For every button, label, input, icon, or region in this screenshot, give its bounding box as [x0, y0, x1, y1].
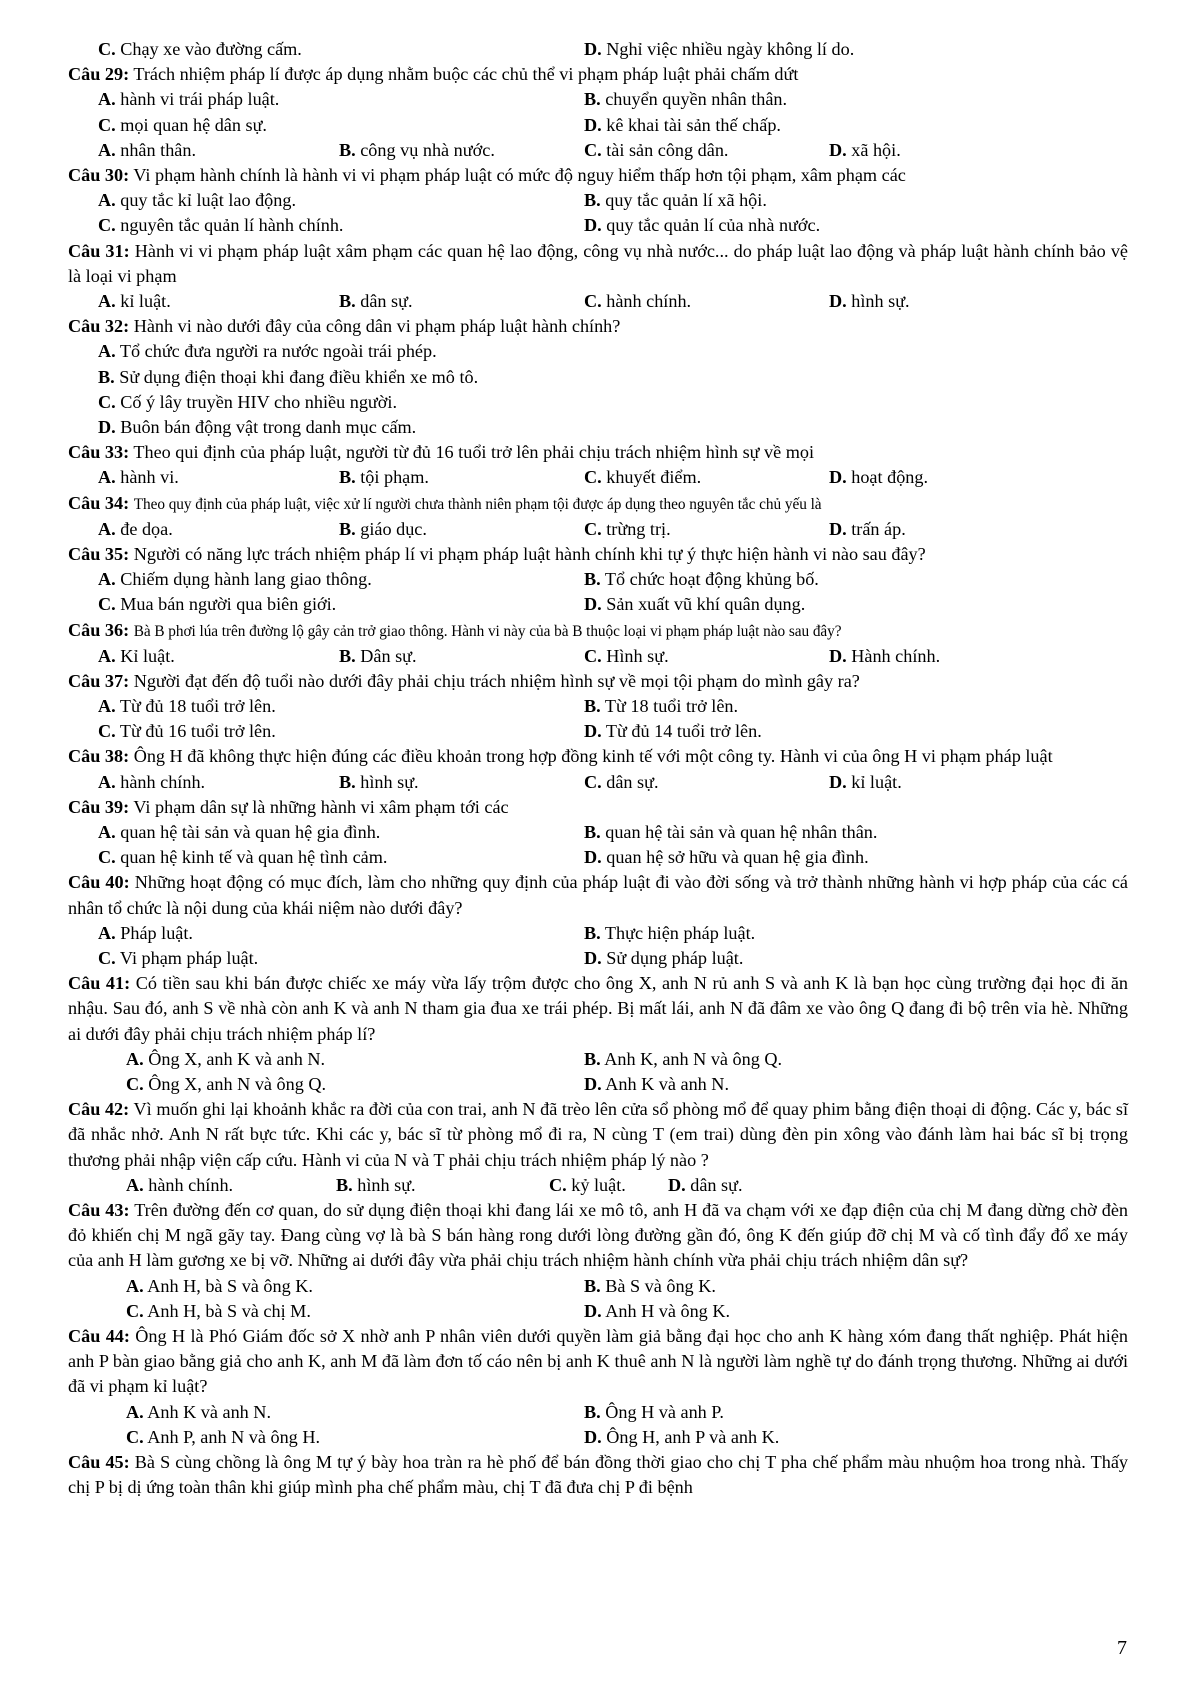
option-b: B. hình sự.	[339, 771, 419, 792]
option-d: D. quan hệ sở hữu và quan hệ gia đình.	[584, 847, 869, 868]
question-32: Câu 32: Hành vi nào dưới đây của công dân vi phạm pháp luật hành chính?	[68, 316, 621, 337]
option-a: A. Chiếm dụng hành lang giao thông.	[98, 569, 372, 590]
question-36: Câu 36: Bà B phơi lúa trên đường lộ gây cản trở giao thông. Hành vi này của bà B thuộc loại vi phạm pháp luật nào sau đây?	[68, 619, 842, 640]
option-d: D. Buôn bán động vật trong danh mục cấm.	[98, 416, 417, 437]
option-a: A. Ông X, anh K và anh N.	[126, 1048, 326, 1069]
question-29: Câu 29: Trách nhiệm pháp lí được áp dụng nhằm buộc các chủ thể vi phạm pháp luật phải chấm dứt	[68, 64, 799, 85]
question-42: Câu 42: Vì muốn ghi lại khoảnh khắc ra đời của con trai, anh N đã trèo lên cửa sổ phòng mổ để quay phim bằng điện thoại di động. Các y, bác sĩ đã nhắc nhở. Anh N rất bực tức. Khi các y, bác sĩ từ phòng mổ đi ra, N cùng T (em trai) dùng đèn pin xông vào đánh làm hai bác sĩ bị trọng thương phải nhập viện cấp cứu. Hành vi của N và T phải chịu trách nhiệm pháp lý nào ?	[68, 1099, 1128, 1170]
option-c: C. mọi quan hệ dân sự.	[98, 114, 267, 135]
option-row	[68, 289, 1128, 314]
option-a: A. Anh K và anh N.	[126, 1401, 271, 1422]
option-c: C. Chạy xe vào đường cấm.	[98, 39, 302, 59]
option-a: A. Từ đủ 18 tuổi trở lên.	[98, 696, 276, 717]
option-row	[68, 1274, 1128, 1299]
option-c: C. khuyết điểm.	[584, 467, 702, 488]
option-a: A. Pháp luật.	[98, 922, 193, 943]
option-a: A. hành chính.	[126, 1174, 234, 1195]
option-a: A. quan hệ tài sản và quan hệ gia đình.	[98, 822, 381, 843]
option-b: B. Sử dụng điện thoại khi đang điều khiển xe mô tô.	[98, 366, 479, 387]
question-33: Câu 33: Theo qui định của pháp luật, người từ đủ 16 tuổi trở lên phải chịu trách nhiệm hình sự về mọi	[68, 442, 815, 463]
option-b: B. quan hệ tài sản và quan hệ nhân thân.	[584, 822, 878, 843]
question-41: Câu 41: Có tiền sau khi bán được chiếc xe máy vừa lấy trộm được cho ông X, anh N rủ anh S và anh K là bạn học cùng trường đại học đi ăn nhậu. Sau đó, anh S về nhà còn anh K và anh N tham gia đua xe trái phép. Bị mất lái, anh N đã đâm xe vào ông Q đang đi bộ trên vỉa hè. Những ai dưới đây phải chịu trách nhiệm pháp lí?	[68, 973, 1129, 1044]
option-c: C. Anh P, anh N và ông H.	[126, 1426, 321, 1447]
option-a: A. hành vi.	[98, 467, 179, 488]
option-row	[68, 1425, 1128, 1450]
option-d: D. kỉ luật.	[829, 771, 902, 792]
option-row	[68, 845, 1128, 870]
question-43: Câu 43: Trên đường đến cơ quan, do sử dụng điện thoại khi đang lái xe mô tô, anh H đã va chạm với xe đạp điện của chị M đang dừng chờ đèn đỏ khiến chị M ngã gãy tay. Đang cùng vợ là bà S bán hàng rong dưới lòng đường gần đó, ông K đến giúp đỡ chị M và cố tình đẩy đổ xe máy của anh H làm gương xe bị vỡ. Những ai dưới đây vừa phải chịu trách nhiệm hành chính vừa phải chịu trách nhiệm dân sự?	[68, 1200, 1128, 1271]
option-b: B. Anh K, anh N và ông Q.	[584, 1048, 783, 1069]
option-d: D. hình sự.	[829, 290, 910, 311]
option-row	[68, 1072, 1128, 1097]
question-34: Câu 34: Theo quy định của pháp luật, việc xử lí người chưa thành niên phạm tội được áp dụng theo nguyên tắc chủ yếu là	[68, 492, 822, 513]
option-b: B. chuyển quyền nhân thân.	[584, 89, 788, 110]
option-d: D. Sản xuất vũ khí quân dụng.	[584, 594, 806, 615]
option-b: B. Từ 18 tuổi trở lên.	[584, 696, 739, 717]
option-b: B. Dân sự.	[339, 645, 417, 666]
page-number: 7	[1117, 1637, 1127, 1659]
question-38: Câu 38: Ông H đã không thực hiện đúng các điều khoản trong hợp đồng kinh tế với một công ty. Hành vi của ông H vi phạm pháp luật	[68, 746, 1053, 767]
option-row	[68, 921, 1128, 946]
option-d: D. Anh H và ông K.	[584, 1300, 731, 1321]
option-row	[68, 37, 1128, 62]
option-b: B. Bà S và ông K.	[584, 1275, 716, 1296]
option-row	[68, 1299, 1128, 1324]
option-d: D. Sử dụng pháp luật.	[584, 948, 744, 969]
option-c: C. Từ đủ 16 tuổi trở lên.	[98, 721, 276, 742]
exam-page	[68, 37, 1128, 1500]
question-31: Câu 31: Hành vi vi phạm pháp luật xâm phạm các quan hệ lao động, công vụ nhà nước... do pháp luật lao động và pháp luật hành chính bảo vệ là loại vi phạm	[68, 240, 1129, 286]
option-row	[68, 1173, 1128, 1198]
option-row	[68, 719, 1128, 744]
question-35: Câu 35: Người có năng lực trách nhiệm pháp lí vi phạm pháp luật hành chính khi tự ý thực hiện hành vi nào sau đây?	[68, 543, 926, 564]
option-row	[68, 1047, 1128, 1072]
option-c: C. kỷ luật.	[549, 1174, 626, 1195]
option-d: D. dân sự.	[668, 1174, 743, 1195]
option-b: B. Ông H và anh P.	[584, 1401, 724, 1422]
option-d: D. trấn áp.	[829, 518, 906, 539]
option-a: A. nhân thân.	[98, 139, 196, 160]
option-d: D. xã hội.	[829, 139, 901, 160]
option-c: C. quan hệ kinh tế và quan hệ tình cảm.	[98, 847, 388, 868]
question-39: Câu 39: Vi phạm dân sự là những hành vi xâm phạm tới các	[68, 796, 509, 817]
option-b: B. công vụ nhà nước.	[339, 139, 495, 160]
option-a: A. Anh H, bà S và ông K.	[126, 1275, 313, 1296]
option-row	[68, 694, 1128, 719]
option-row	[68, 188, 1128, 213]
option-row	[68, 820, 1128, 845]
option-c: C. nguyên tắc quản lí hành chính.	[98, 215, 344, 236]
option-row	[68, 113, 1128, 138]
option-a: A. đe dọa.	[98, 518, 173, 539]
option-c: C. Mua bán người qua biên giới.	[98, 594, 337, 615]
option-row	[68, 213, 1128, 238]
option-c: C. tài sản công dân.	[584, 139, 729, 160]
option-d: D. Anh K và anh N.	[584, 1074, 729, 1095]
option-c: C. Hình sự.	[584, 645, 669, 666]
option-row	[68, 946, 1128, 971]
option-d: D. kê khai tài sản thế chấp.	[584, 114, 781, 135]
option-row	[68, 1400, 1128, 1425]
option-d: D. Ông H, anh P và anh K.	[584, 1426, 780, 1447]
option-row	[68, 644, 1128, 669]
option-row	[68, 465, 1128, 490]
option-a: A. hành chính.	[98, 771, 206, 792]
option-b: B. Tổ chức hoạt động khủng bố.	[584, 569, 819, 590]
option-d: D. quy tắc quản lí của nhà nước.	[584, 215, 821, 236]
option-b: B. hình sự.	[336, 1174, 416, 1195]
option-row	[68, 138, 1128, 163]
question-45: Câu 45: Bà S cùng chồng là ông M tự ý bày hoa tràn ra hè phố để bán đồng thời giao cho chị T pha chế phẩm màu nhuộm hoa trong nhà. Thấy chị P bị dị ứng toàn thân khi giúp mình pha chế phẩm màu, chị T đã đưa chị P đi bệnh	[68, 1451, 1128, 1498]
option-c: C. Vi phạm pháp luật.	[98, 948, 259, 969]
option-b: B. tội phạm.	[339, 467, 429, 488]
option-row	[68, 567, 1128, 592]
option-row	[68, 87, 1128, 112]
question-37: Câu 37: Người đạt đến độ tuổi nào dưới đây phải chịu trách nhiệm hình sự về mọi tội phạm do mình gây ra?	[68, 670, 860, 691]
question-44: Câu 44: Ông H là Phó Giám đốc sở X nhờ anh P nhân viên dưới quyền làm giả bằng đại học cho anh K hàng xóm đang thất nghiệp. Phát hiện anh P bàn giao bằng giả cho anh K, anh M đã làm đơn tố cáo nên bị anh K thuê anh N là người làm nghề tự do đánh trọng thương. Những ai dưới đã vi phạm kỉ luật?	[68, 1325, 1128, 1397]
option-c: C. Anh H, bà S và chị M.	[126, 1300, 311, 1321]
option-d: D. Hành chính.	[829, 645, 941, 666]
option-b: B. dân sự.	[339, 290, 413, 311]
option-c: C. trừng trị.	[584, 518, 671, 539]
option-a: A. Kỉ luật.	[98, 645, 175, 666]
option-row	[68, 517, 1128, 542]
option-c: C. hành chính.	[584, 290, 692, 311]
option-c: C. Cố ý lây truyền HIV cho nhiều người.	[98, 391, 397, 412]
option-d: D. Nghỉ việc nhiều ngày không lí do.	[584, 39, 855, 59]
option-d: D. hoạt động.	[829, 467, 929, 488]
option-b: B. Thực hiện pháp luật.	[584, 922, 756, 943]
option-c: C. Ông X, anh N và ông Q.	[126, 1074, 327, 1095]
option-b: B. quy tắc quản lí xã hội.	[584, 190, 767, 211]
option-row	[68, 592, 1128, 617]
option-b: B. giáo dục.	[339, 518, 427, 539]
question-40: Câu 40: Những hoạt động có mục đích, làm cho những quy định của pháp luật đi vào đời sống và trở thành những hành vi hợp pháp của các cá nhân tổ chức là nội dung của khái niệm nào dưới đây?	[68, 872, 1128, 918]
option-a: A. hành vi trái pháp luật.	[98, 89, 280, 110]
option-d: D. Từ đủ 14 tuổi trở lên.	[584, 721, 762, 742]
option-c: C. dân sự.	[584, 771, 659, 792]
option-row	[68, 770, 1128, 795]
option-a: A. Tổ chức đưa người ra nước ngoài trái phép.	[98, 341, 437, 362]
question-30: Câu 30: Vi phạm hành chính là hành vi vi phạm pháp luật có mức độ nguy hiểm thấp hơn tội phạm, xâm phạm các	[68, 164, 906, 185]
option-a: A. quy tắc kỉ luật lao động.	[98, 190, 297, 211]
option-a: A. kỉ luật.	[98, 290, 171, 311]
